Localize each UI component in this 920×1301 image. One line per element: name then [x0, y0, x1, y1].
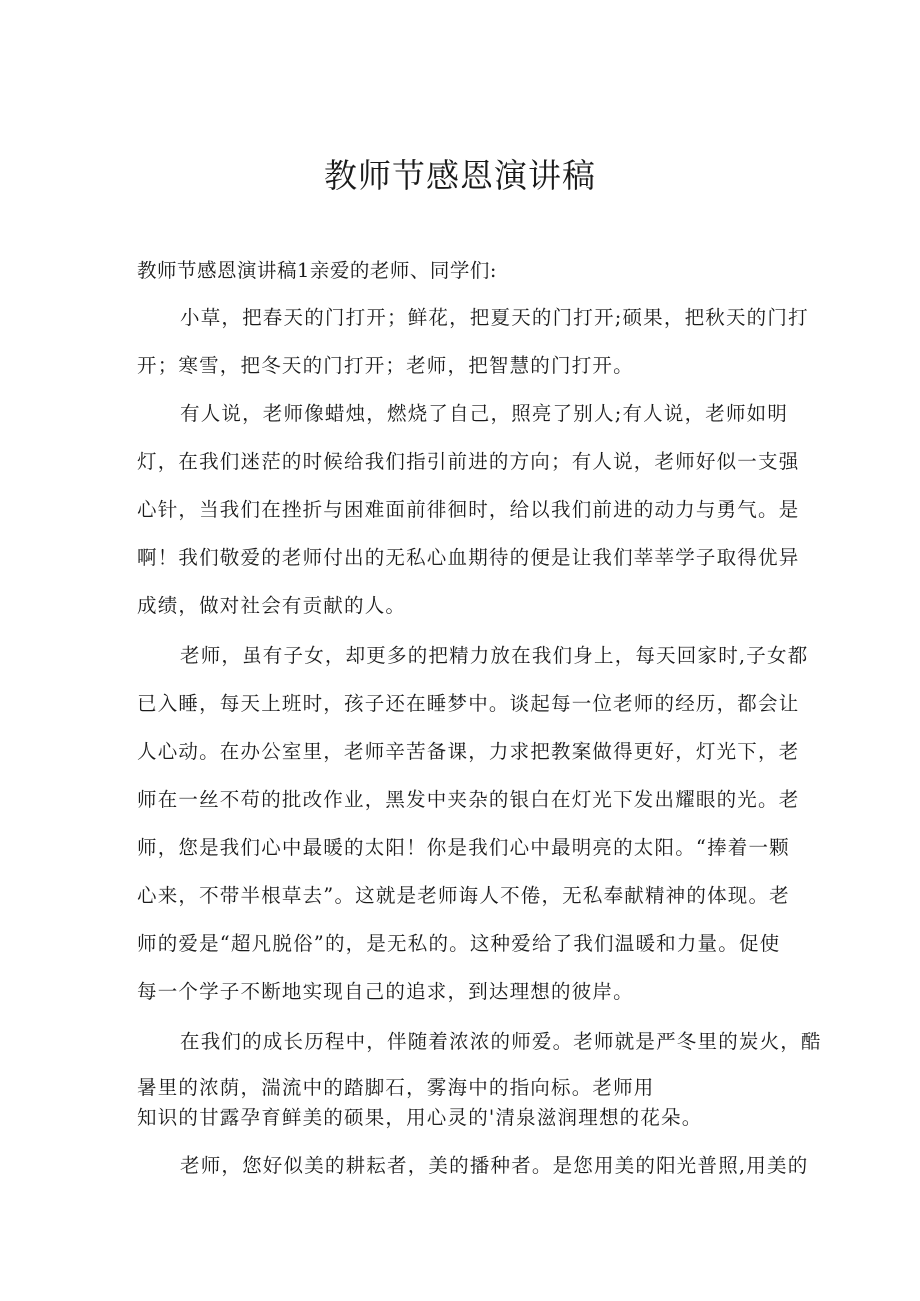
paragraph-line: 每一个学子不断地实现自己的追求，到达理想的彼岸。 [137, 980, 634, 1003]
intro-line: 教师节感恩演讲稿1亲爱的老师、同学们: [137, 259, 497, 282]
paragraph-line: 知识的甘露孕育鲜美的硕果，用心灵的'清泉滋润理想的花朵。 [137, 1106, 703, 1129]
paragraph-line: 暑里的浓荫，湍流中的踏脚石，雾海中的指向标。老师用 [137, 1076, 655, 1099]
paragraph-line: 有人说，老师像蜡烛，燃烧了自己，照亮了别人;有人说，老师如明 [180, 402, 789, 425]
paragraph-line: 师，您是我们心中最暖的太阳！你是我们心中最明亮的太阳。“捧着一颗 [137, 836, 790, 859]
paragraph-line: 开；寒雪，把冬天的门打开；老师，把智慧的门打开。 [137, 354, 634, 377]
paragraph-line: 成绩，做对社会有贡献的人。 [137, 594, 407, 617]
paragraph-line: 在我们的成长历程中，伴随着浓浓的师爱。老师就是严冬里的炭火，酷 [180, 1030, 822, 1053]
paragraph-line: 人心动。在办公室里，老师辛苦备课，力求把教案做得更好，灯光下，老 [137, 740, 800, 763]
paragraph-line: 心针，当我们在挫折与困难面前徘徊时，给以我们前进的动力与勇气。是 [137, 498, 800, 521]
paragraph-line: 老师，虽有子女，却更多的把精力放在我们身上，每天回家时,子女都 [180, 644, 809, 667]
paragraph-line: 心来，不带半根草去”。这就是老师诲人不倦，无私奉献精神的体现。老 [137, 884, 790, 907]
paragraph-line: 灯，在我们迷茫的时候给我们指引前进的方向；有人说，老师好似一支强 [137, 450, 800, 473]
paragraph-line: 已入睡，每天上班时，孩子还在睡梦中。谈起每一位老师的经历，都会让 [137, 692, 800, 715]
paragraph-line: 师在一丝不苟的批改作业，黑发中夹杂的银白在灯光下发出耀眼的光。老 [137, 788, 800, 811]
paragraph-line: 师的爱是“超凡脱俗”的，是无私的。这种爱给了我们温暖和力量。促使 [137, 932, 781, 955]
document-title: 教师节感恩演讲稿 [324, 156, 596, 195]
paragraph-line: 老师，您好似美的耕耘者，美的播种者。是您用美的阳光普照,用美的 [180, 1154, 809, 1177]
paragraph-line: 小草，把春天的门打开；鲜花，把夏天的门打开;硕果，把秋天的门打 [180, 306, 809, 329]
paragraph-line: 啊！我们敬爱的老师付出的无私心血期待的便是让我们莘莘学子取得优异 [137, 546, 800, 569]
